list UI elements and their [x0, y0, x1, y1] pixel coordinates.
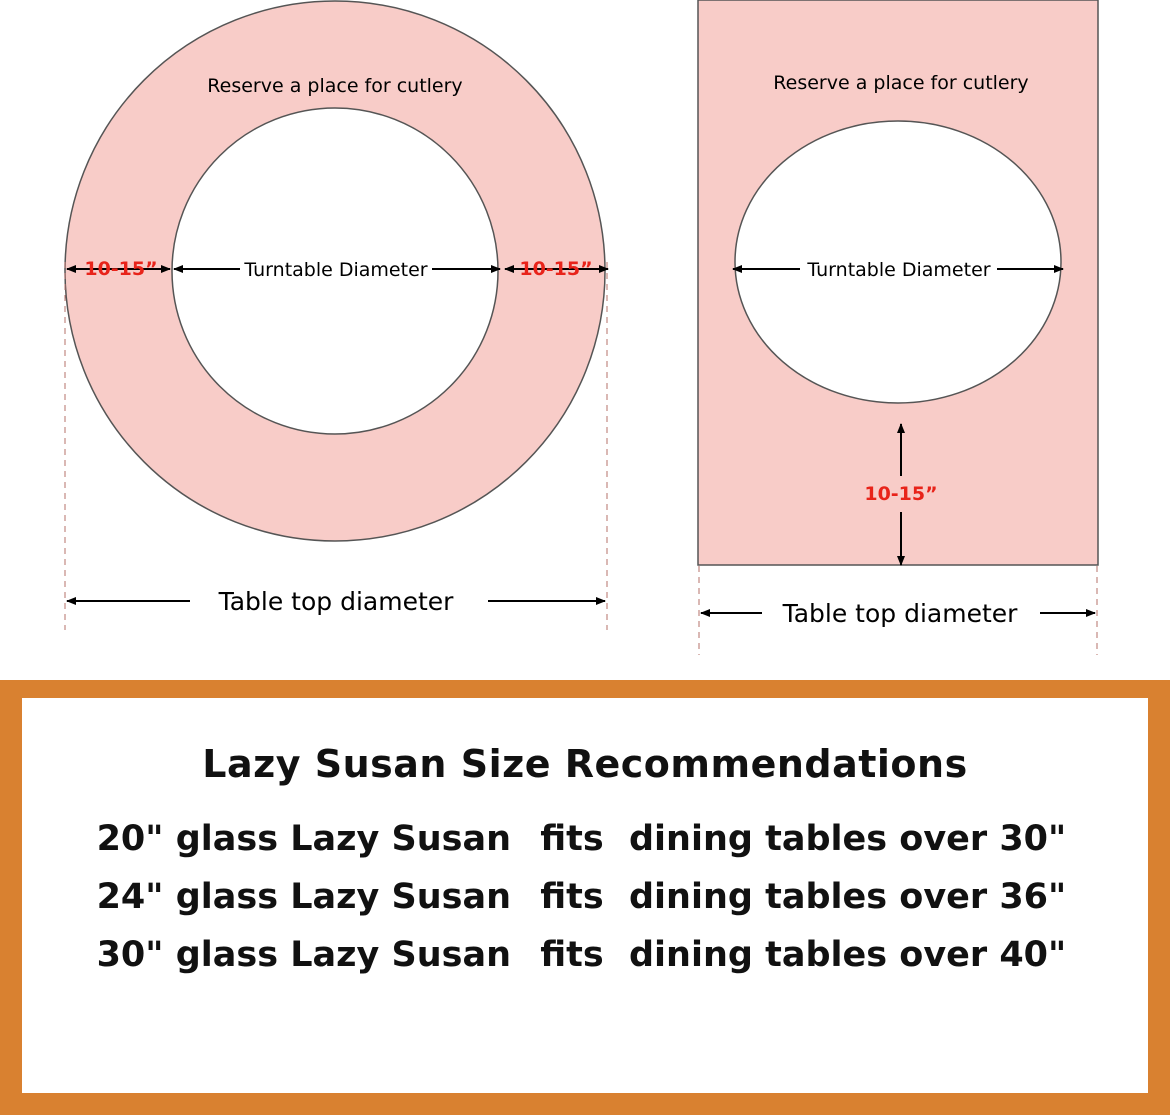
- recommendation-inner: [22, 698, 1148, 1093]
- rect-turntable-label: Turntable Diameter: [807, 259, 991, 281]
- round-tabletop-label: Table top diameter: [218, 587, 454, 616]
- recommendation-tables: dining tables over 36": [629, 877, 1067, 917]
- recommendation-size: 24" glass Lazy Susan: [96, 877, 511, 917]
- round-cutlery-note: Reserve a place for cutlery: [207, 75, 463, 97]
- round-table-diagram: [65, 1, 608, 630]
- recommendation-row: [22, 877, 1148, 917]
- round-turntable-label: Turntable Diameter: [244, 259, 428, 281]
- recommendation-fits: fits: [540, 935, 604, 975]
- recommendation-size: 20" glass Lazy Susan: [96, 819, 511, 859]
- rect-cutlery-note: Reserve a place for cutlery: [773, 72, 1029, 94]
- rect-margin-label: 10-15”: [864, 483, 938, 505]
- round-left-margin-label: 10-15”: [84, 258, 158, 280]
- recommendation-title: Lazy Susan Size Recommendations: [202, 742, 968, 786]
- round-right-margin-label: 10-15”: [519, 258, 593, 280]
- recommendation-size: 30" glass Lazy Susan: [96, 935, 511, 975]
- recommendation-row: [22, 935, 1148, 975]
- recommendation-row: [22, 819, 1148, 859]
- recommendation-tables: dining tables over 40": [629, 935, 1067, 975]
- rect-table-diagram: [698, 0, 1098, 655]
- recommendation-tables: dining tables over 30": [629, 819, 1067, 859]
- rect-tabletop-label: Table top diameter: [782, 599, 1018, 628]
- recommendation-fits: fits: [540, 819, 604, 859]
- recommendation-panel: [0, 680, 1170, 1115]
- recommendation-fits: fits: [540, 877, 604, 917]
